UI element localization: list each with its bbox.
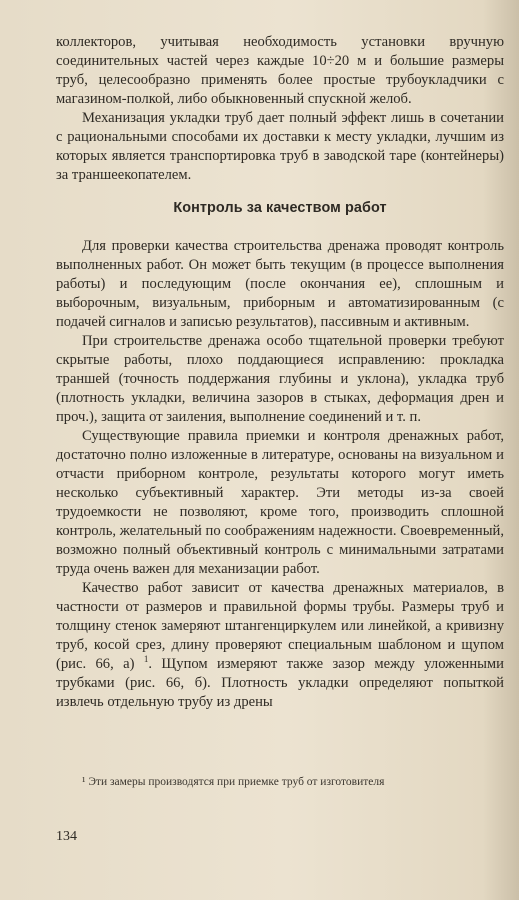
body-text	[56, 33, 504, 712]
paragraph-2: Механизация укладки труб дает полный эффект лишь в сочетании с рациональными способами их доставки к месту укладки, лучшим из которых является транспортировка труб в заводской таре (контейнеры) за траншеекопателем.	[56, 110, 504, 183]
paragraph-6-part-b: . Щупом измеряют также зазор между уложенными трубками (рис. 66, б). Плотность укладки определяют попыткой извлечь отдельную трубу из дрены	[56, 656, 504, 710]
paragraph-5: Существующие правила приемки и контроля дренажных работ, достаточно полно изложенные в литературе, основаны на визуальном и отчасти приборном контроле, результаты которого могут иметь несколько субъективный характер. Эти методы из-за своей трудоемкости не позволяют, кроме того, производить сплошной контроль, желательный по соображениям надежности. Своевременный, возможно полный объективный контроль с минимальными затратами труда очень важен для механизации работ.	[56, 428, 504, 577]
section-heading: Контроль за качеством работ	[173, 200, 387, 216]
paragraph-6-part-a: Качество работ зависит от качества дренажных материалов, в частности от размеров и правильной формы трубы. Размеры труб и толщину стенок замеряют штангенциркулем или линейкой, а кривизну труб, косой срез, длину проверяют специальным шаблоном и щупом (рис. 66, а)	[56, 580, 504, 672]
paragraph-6	[56, 579, 504, 712]
paragraph-1: коллекторов, учитывая необходимость установки вручную соединительных частей через каждые 10÷20 м и большие размеры труб, целесообразно применять более простые трубоукладчики с магазином-полкой, либо обыкновенный спускной желоб.	[56, 34, 504, 107]
paragraph-3: Для проверки качества строительства дренажа проводят контроль выполненных работ. Он может быть текущим (в процессе выполнения работы) и последующим (после окончания ее), сплошным и выборочным, визуальным, приборным и автоматизированным (с подачей сигналов и записью результатов), пассивным и активным.	[56, 238, 504, 330]
footnote-marker: 1	[143, 654, 149, 665]
paragraph-4: При строительстве дренажа особо тщательной проверки требуют скрытые работы, плохо поддающиеся исправлению: прокладка траншей (точность поддержания глубины и уклона), укладка труб (плотность укладки, величина зазоров в стыках, деформация дрен и проч.), защита от заиления, выполнение соединений и т. п.	[56, 333, 504, 425]
footnote: ¹ Эти замеры производятся при приемке труб от изготовителя	[82, 776, 385, 788]
page-number: 134	[56, 829, 77, 844]
